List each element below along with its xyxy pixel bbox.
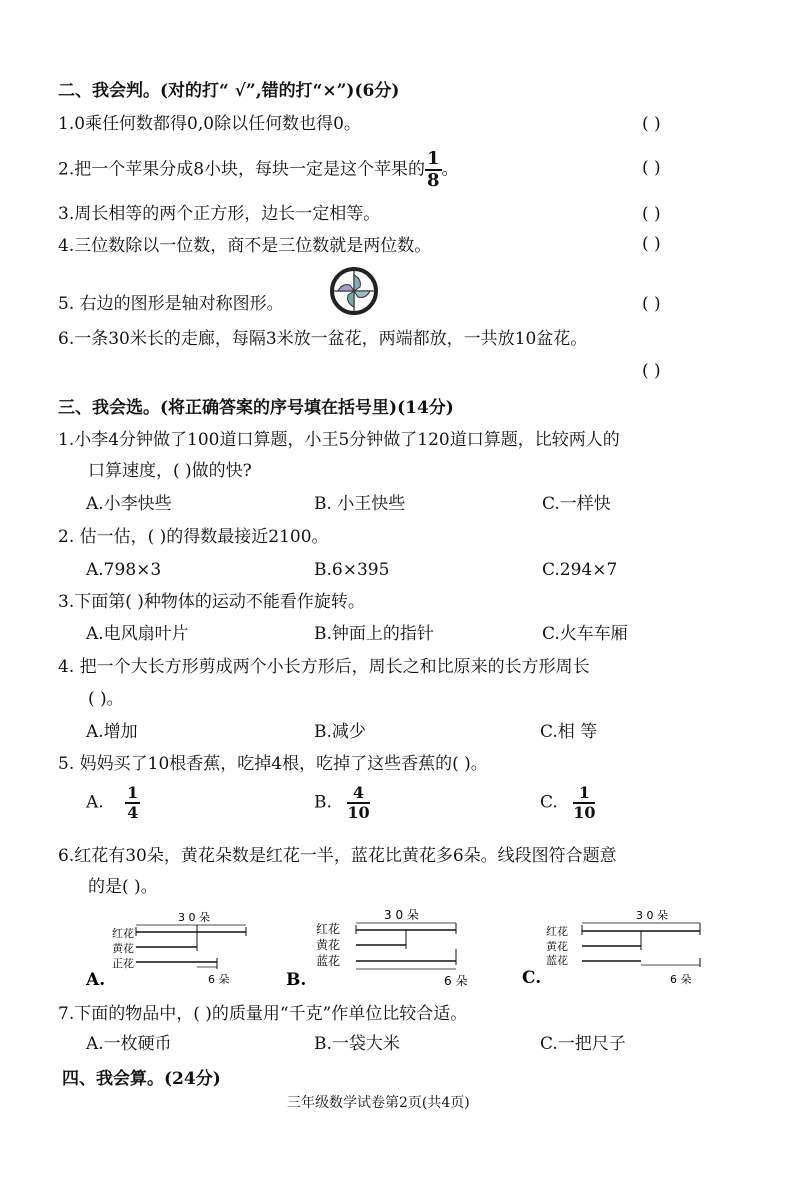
diagram-a-top-label: 3 0 朵: [178, 911, 210, 924]
q3-option-a[interactable]: A.电风扇叶片: [86, 624, 189, 644]
q5-option-c[interactable]: C. $\frac{1}{10}$: [540, 783, 596, 822]
pinwheel-icon: [330, 267, 378, 315]
q5-option-a[interactable]: A. $\frac{1}{4}$: [86, 783, 139, 822]
q7-option-a[interactable]: A.一枚硬币: [86, 1034, 172, 1054]
diagram-b-row2: 黄花: [316, 938, 341, 952]
diagram-b-row1: 红花: [316, 922, 341, 936]
answer-paren-3[interactable]: ( ): [642, 204, 661, 224]
q7-text: 7.下面的物品中，( )的质量用“千克”作单位比较合适。: [58, 1004, 468, 1024]
q6-line1: 6.红花有30朵，黄花朵数是红花一半，蓝花比黄花多6朵。线段图符合题意: [58, 846, 617, 866]
q7-option-c[interactable]: C.一把尺子: [540, 1034, 626, 1054]
q1-line2: 口算速度，( )做的快?: [88, 461, 252, 481]
q4-option-c[interactable]: C.相 等: [540, 722, 598, 742]
diagram-c-row3: 蓝花: [546, 954, 568, 967]
fraction-1-8: $\frac{1}{8}$: [427, 148, 440, 191]
answer-paren-5[interactable]: ( ): [642, 294, 661, 314]
judge-item-5: 5. 右边的图形是轴对称图形。: [58, 294, 284, 314]
diagram-b-top-label: 3 0 朵: [384, 908, 419, 922]
judge-item-2-text: 2.把一个苹果分成8小块，每块一定是这个苹果的: [58, 159, 426, 180]
section4-title: 四、我会算。(24分): [62, 1069, 221, 1089]
fraction-4-10: $\frac{4}{10}$: [347, 783, 370, 822]
answer-paren-4[interactable]: ( ): [642, 234, 661, 254]
section3-title: 三、我会选。(将正确答案的序号填在括号里)(14分): [58, 398, 454, 418]
q1-option-b[interactable]: B. 小王快些: [314, 494, 406, 514]
diagram-a-row3: 正花: [112, 957, 134, 970]
answer-paren-6[interactable]: ( ): [642, 361, 661, 381]
judge-item-1: 1.0乘任何数都得0,0除以任何数也得0。: [58, 114, 361, 134]
q5-option-b[interactable]: B. $\frac{4}{10}$: [314, 783, 370, 822]
answer-paren-1[interactable]: ( ): [642, 114, 661, 134]
q2-option-c[interactable]: C.294×7: [542, 560, 618, 580]
segment-diagram-c-svg: [520, 903, 720, 990]
diagram-c-top-label: 3 0 朵: [636, 909, 668, 922]
q2-text: 2. 估一估，( )的得数最接近2100。: [58, 527, 329, 547]
q7-option-b[interactable]: B.一袋大米: [314, 1034, 400, 1054]
segment-diagram-a-svg: [84, 905, 264, 990]
judge-item-4: 4.三位数除以一位数，商不是三位数就是两位数。: [58, 236, 432, 256]
q6-line2: 的是( )。: [88, 877, 158, 897]
diagram-a-option-label: A.: [86, 970, 106, 990]
diagram-c-option-label: C.: [522, 968, 542, 988]
diagram-b-bottom-label: 6 朵: [444, 974, 468, 988]
q1-line1: 1.小李4分钟做了100道口算题，小王5分钟做了120道口算题，比较两人的: [58, 430, 620, 450]
diagram-c-bottom-label: 6 朵: [670, 973, 692, 986]
section2-title: 二、我会判。(对的打“ √”,错的打“×”)(6分): [58, 81, 400, 101]
segment-diagram-b[interactable]: [284, 903, 494, 990]
q4-option-b[interactable]: B.减少: [314, 722, 366, 742]
q4-option-a[interactable]: A.增加: [86, 722, 138, 742]
q2-option-a[interactable]: A.798×3: [86, 560, 162, 580]
answer-paren-2[interactable]: ( ): [642, 158, 661, 178]
diagram-b-option-label: B.: [286, 970, 307, 990]
diagram-c-row2: 黄花: [546, 940, 568, 953]
diagram-a-row2: 黄花: [112, 942, 134, 955]
q3-text: 3.下面第( )种物体的运动不能看作旋转。: [58, 592, 365, 612]
page-footer: 三年级数学试卷第2页(共4页): [287, 1095, 470, 1111]
q3-option-b[interactable]: B.钟面上的指针: [314, 624, 434, 644]
judge-item-6: 6.一条30米长的走廊，每隔3米放一盆花，两端都放，一共放10盆花。: [58, 329, 588, 349]
q1-option-a[interactable]: A.小李快些: [86, 494, 172, 514]
segment-diagram-c[interactable]: [520, 903, 720, 990]
q1-option-c[interactable]: C.一样快: [542, 494, 611, 514]
segment-diagram-b-svg: [284, 903, 494, 990]
diagram-c-row1: 红花: [546, 925, 568, 938]
q4-line1: 4. 把一个大长方形剪成两个小长方形后，周长之和比原来的长方形周长: [58, 657, 590, 677]
q5-text: 5. 妈妈买了10根香蕉，吃掉4根，吃掉了这些香蕉的( )。: [58, 754, 488, 774]
fraction-1-4: $\frac{1}{4}$: [127, 783, 139, 822]
judge-item-3: 3.周长相等的两个正方形，边长一定相等。: [58, 204, 381, 224]
q3-option-c[interactable]: C.火车车厢: [542, 624, 628, 644]
diagram-b-row3: 蓝花: [316, 954, 341, 968]
q4-line2: ( )。: [88, 689, 124, 709]
segment-diagram-a[interactable]: [84, 905, 264, 990]
q2-option-b[interactable]: B.6×395: [314, 560, 390, 580]
diagram-a-row1: 红花: [112, 927, 134, 940]
diagram-a-bottom-label: 6 朵: [208, 973, 230, 986]
fraction-1-10: $\frac{1}{10}$: [573, 783, 596, 822]
judge-item-2: 2.把一个苹果分成8小块，每块一定是这个苹果的 $\frac{1}{8}$ 。: [58, 148, 459, 191]
